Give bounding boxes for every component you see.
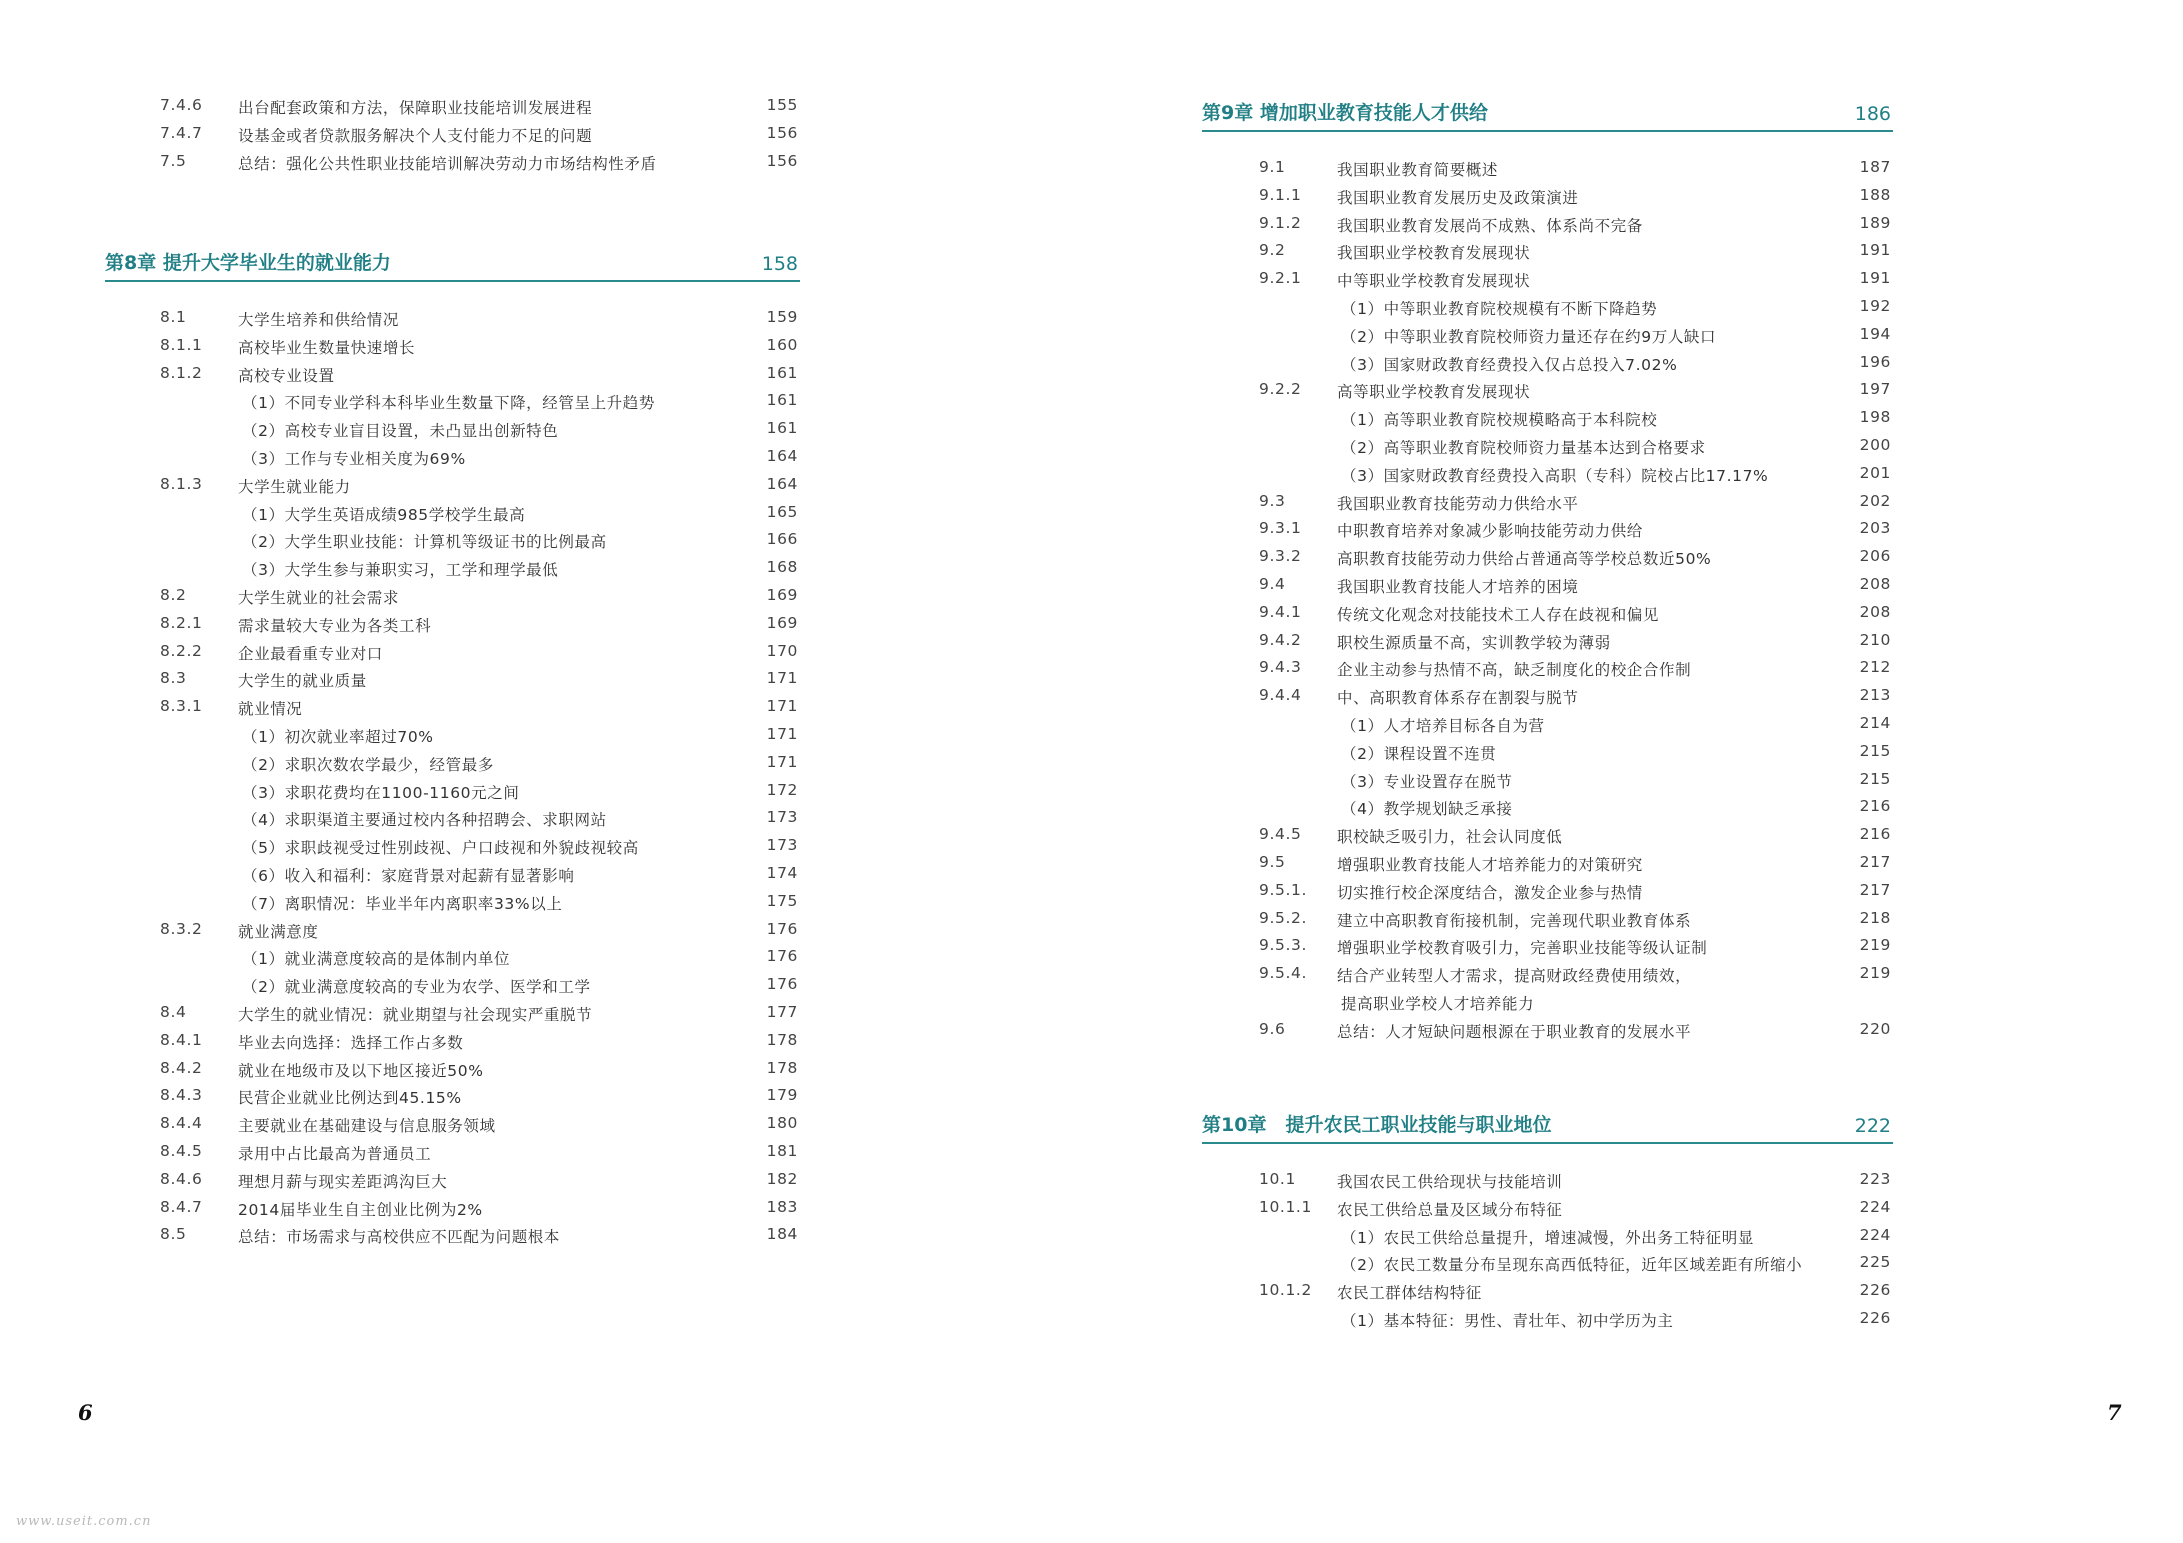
toc-entry[interactable] <box>160 1114 800 1142</box>
section-number: 8.1.1 <box>160 335 203 354</box>
section-number: 9.4.2 <box>1259 630 1302 649</box>
chapter-8-section <box>105 250 800 1253</box>
section-page-number: 176 <box>766 947 798 966</box>
toc-entry[interactable] <box>160 1225 800 1253</box>
section-title: （3）大学生参与兼职实习，工学和理学最低 <box>242 561 559 580</box>
section-title: （3）国家财政教育经费投入高职（专科）院校占比17.17% <box>1341 466 1769 485</box>
section-title: （2）课程设置不连贯 <box>1341 744 1497 763</box>
section-title: 2014届毕业生自主创业比例为2% <box>238 1200 483 1219</box>
section-page-number: 210 <box>1859 630 1891 649</box>
section-number: 9.3.2 <box>1259 547 1302 566</box>
toc-entry[interactable] <box>160 419 800 447</box>
toc-entry[interactable] <box>1259 297 1893 325</box>
toc-entry[interactable] <box>1259 408 1893 436</box>
toc-entry[interactable] <box>160 975 800 1003</box>
section-page-number: 178 <box>766 1058 798 1077</box>
section-number: 9.2.2 <box>1259 380 1302 399</box>
section-number: 8.4.2 <box>160 1058 203 1077</box>
section-number: 9.2 <box>1259 241 1286 260</box>
section-title: （1）人才培养目标各自为营 <box>1341 716 1545 735</box>
section-title: （4）求职渠道主要通过校内各种招聘会、求职网站 <box>242 811 607 830</box>
section-page-number: 181 <box>766 1141 798 1160</box>
section-page-number: 182 <box>766 1169 798 1188</box>
section-page-number: 156 <box>766 123 798 142</box>
section-title: （3）工作与专业相关度为69% <box>242 449 466 468</box>
section-title: 设基金或者贷款服务解决个人支付能力不足的问题 <box>238 126 593 145</box>
toc-entry[interactable] <box>1259 547 1893 575</box>
section-title: 切实推行校企深度结合，激发企业参与热情 <box>1337 883 1643 902</box>
section-page-number: 203 <box>1859 519 1891 538</box>
toc-entry[interactable] <box>160 947 800 975</box>
section-page-number: 212 <box>1859 658 1891 677</box>
section-number: 9.5.3. <box>1259 936 1307 955</box>
section-page-number: 170 <box>766 641 798 660</box>
section-title: （2）就业满意度较高的专业为农学、医学和工学 <box>242 978 591 997</box>
section-title: 就业满意度 <box>238 922 319 941</box>
section-number: 9.5.2. <box>1259 908 1307 927</box>
toc-entry[interactable] <box>1259 269 1893 297</box>
section-title: （2）大学生职业技能：计算机等级证书的比例最高 <box>242 533 607 552</box>
toc-entry[interactable] <box>1259 492 1893 520</box>
section-title: 就业在地级市及以下地区接近50% <box>238 1061 484 1080</box>
section-number: 9.1.2 <box>1259 213 1302 232</box>
toc-entry-list <box>160 308 800 1253</box>
chapter-title: 第8章 提升大学毕业生的就业能力 <box>105 252 391 274</box>
section-number: 10.1.1 <box>1259 1197 1312 1216</box>
section-number: 9.3 <box>1259 491 1286 510</box>
toc-entry-list <box>160 96 800 179</box>
toc-entry[interactable] <box>160 586 800 614</box>
section-page-number: 191 <box>1859 241 1891 260</box>
toc-entry[interactable] <box>160 753 800 781</box>
chapter-heading[interactable] <box>1202 100 1893 132</box>
page-number: 6 <box>78 1400 93 1425</box>
section-title: 传统文化观念对技能技术工人存在歧视和偏见 <box>1337 605 1660 624</box>
toc-entry[interactable] <box>1259 186 1893 214</box>
toc-entry[interactable] <box>1259 1170 1893 1198</box>
section-title: 中、高职教育体系存在割裂与脱节 <box>1337 689 1579 708</box>
section-title: 中等职业学校教育发展现状 <box>1337 272 1531 291</box>
section-page-number: 217 <box>1859 852 1891 871</box>
toc-entry[interactable] <box>1259 380 1893 408</box>
toc-entry[interactable] <box>160 864 800 892</box>
chapter-heading[interactable] <box>105 250 800 282</box>
section-page-number: 173 <box>766 808 798 827</box>
section-page-number: 224 <box>1859 1197 1891 1216</box>
toc-entry[interactable] <box>160 336 800 364</box>
section-title: 我国职业教育简要概述 <box>1337 161 1499 179</box>
section-page-number: 160 <box>766 335 798 354</box>
section-page-number: 161 <box>766 363 798 382</box>
section-title: 我国职业学校教育发展现状 <box>1337 244 1531 263</box>
section-page-number: 169 <box>766 613 798 632</box>
section-title: 高等职业学校教育发展现状 <box>1337 383 1531 402</box>
section-title: （2）求职次数农学最少，经管最多 <box>242 755 494 774</box>
toc-entry[interactable] <box>1259 436 1893 464</box>
section-page-number: 175 <box>766 891 798 910</box>
section-title: （2）高等职业教育院校师资力量基本达到合格要求 <box>1341 438 1706 457</box>
toc-entry[interactable] <box>160 558 800 586</box>
chapter-page-number: 222 <box>1854 1115 1891 1137</box>
section-title: 提高职业学校人才培养能力 <box>1341 994 1535 1013</box>
section-page-number: 223 <box>1859 1170 1891 1188</box>
section-title: 职校生源质量不高，实训教学较为薄弱 <box>1337 633 1611 652</box>
section-title: （1）不同专业学科本科毕业生数量下降，经管呈上升趋势 <box>242 394 655 413</box>
toc-entry[interactable] <box>1259 797 1893 825</box>
section-title: 录用中占比最高为普通员工 <box>238 1144 432 1163</box>
section-number: 9.5 <box>1259 852 1286 871</box>
section-title: 民营企业就业比例达到45.15% <box>238 1089 462 1108</box>
toc-entry[interactable] <box>1259 992 1893 1020</box>
section-title: （6）收入和福利：家庭背景对起薪有显著影响 <box>242 866 575 885</box>
section-number: 10.1.2 <box>1259 1281 1312 1300</box>
section-number: 8.4.4 <box>160 1114 203 1133</box>
toc-entry[interactable] <box>160 308 800 336</box>
toc-entry[interactable] <box>160 642 800 670</box>
section-title: （5）求职歧视受过性别歧视、户口歧视和外貌歧视较高 <box>242 839 639 858</box>
toc-entry[interactable] <box>1259 742 1893 770</box>
section-number: 8.5 <box>160 1225 187 1244</box>
toc-entry[interactable] <box>160 781 800 809</box>
section-title: 大学生培养和供给情况 <box>238 311 400 329</box>
section-page-number: 155 <box>766 96 798 114</box>
section-page-number: 192 <box>1859 296 1891 315</box>
page-number: 7 <box>2107 1400 2122 1425</box>
section-title: 总结：人才短缺问题根源在于职业教育的发展水平 <box>1337 1022 1692 1041</box>
toc-entry[interactable] <box>160 1086 800 1114</box>
section-title: 增强职业学校教育吸引力，完善职业技能等级认证制 <box>1337 939 1708 958</box>
toc-entry[interactable] <box>1259 964 1893 992</box>
toc-entry[interactable] <box>1259 1309 1893 1337</box>
section-page-number: 217 <box>1859 880 1891 899</box>
toc-entry[interactable] <box>160 475 800 503</box>
section-number: 8.2 <box>160 585 187 604</box>
toc-entry[interactable] <box>1259 603 1893 631</box>
section-page-number: 194 <box>1859 324 1891 343</box>
section-page-number: 156 <box>766 151 798 170</box>
section-number: 9.4.4 <box>1259 686 1302 705</box>
section-number: 8.4.7 <box>160 1197 203 1216</box>
section-page-number: 171 <box>766 669 798 688</box>
chapter-page-number: 158 <box>761 253 798 275</box>
toc-entry[interactable] <box>160 124 800 152</box>
toc-entry[interactable] <box>1259 686 1893 714</box>
toc-entry[interactable] <box>1259 519 1893 547</box>
section-page-number: 169 <box>766 585 798 604</box>
section-page-number: 159 <box>766 308 798 326</box>
right-page <box>1091 0 2183 1543</box>
section-title: 毕业去向选择：选择工作占多数 <box>238 1033 464 1052</box>
chapter-title: 第9章 增加职业教育技能人才供给 <box>1202 102 1488 124</box>
toc-entry[interactable] <box>1259 1226 1893 1254</box>
section-title: 就业情况 <box>238 700 303 719</box>
section-page-number: 208 <box>1859 574 1891 593</box>
section-page-number: 180 <box>766 1114 798 1133</box>
toc-entry[interactable] <box>1259 214 1893 242</box>
section-number: 9.3.1 <box>1259 519 1302 538</box>
section-page-number: 201 <box>1859 463 1891 482</box>
section-number: 9.4.3 <box>1259 658 1302 677</box>
section-number: 8.2.2 <box>160 641 203 660</box>
section-title: 农民工供给总量及区域分布特征 <box>1337 1200 1563 1219</box>
section-page-number: 174 <box>766 863 798 882</box>
section-title: （4）教学规划缺乏承接 <box>1341 800 1513 819</box>
section-title: 大学生就业的社会需求 <box>238 588 400 607</box>
section-page-number: 179 <box>766 1086 798 1105</box>
section-title: 出台配套政策和方法，保障职业技能培训发展进程 <box>238 99 593 117</box>
section-page-number: 219 <box>1859 936 1891 955</box>
toc-entry[interactable] <box>160 892 800 920</box>
section-title: 增强职业教育技能人才培养能力的对策研究 <box>1337 855 1643 874</box>
section-page-number: 197 <box>1859 380 1891 399</box>
section-page-number: 220 <box>1859 1019 1891 1038</box>
section-page-number: 214 <box>1859 713 1891 732</box>
section-page-number: 196 <box>1859 352 1891 371</box>
section-title: （3）国家财政教育经费投入仅占总投入7.02% <box>1341 355 1678 374</box>
toc-entry[interactable] <box>1259 770 1893 798</box>
section-title: 中职教育培养对象减少影响技能劳动力供给 <box>1337 522 1643 541</box>
section-page-number: 198 <box>1859 408 1891 427</box>
toc-entry[interactable] <box>1259 631 1893 659</box>
section-page-number: 171 <box>766 752 798 771</box>
section-page-number: 206 <box>1859 547 1891 566</box>
section-title: 总结：强化公共性职业技能培训解决劳动力市场结构性矛盾 <box>238 154 657 173</box>
section-title: 高校专业设置 <box>238 366 335 385</box>
section-number: 8.2.1 <box>160 613 203 632</box>
toc-entry[interactable] <box>1259 825 1893 853</box>
section-number: 8.1.3 <box>160 474 203 493</box>
section-title: 企业主动参与热情不高，缺乏制度化的校企合作制 <box>1337 661 1692 680</box>
section-title: 我国职业教育技能劳动力供给水平 <box>1337 494 1579 513</box>
toc-entry[interactable] <box>1259 1281 1893 1309</box>
section-title: 总结：市场需求与高校供应不匹配为问题根本 <box>238 1228 561 1247</box>
section-title: 大学生的就业情况：就业期望与社会现实严重脱节 <box>238 1005 593 1024</box>
toc-entry[interactable] <box>1259 658 1893 686</box>
section-number: 10.1 <box>1259 1170 1296 1188</box>
toc-entry[interactable] <box>160 669 800 697</box>
section-title: （3）求职花费均在1100-1160元之间 <box>242 783 520 802</box>
section-title: 大学生就业能力 <box>238 477 351 496</box>
section-number: 9.4.5 <box>1259 825 1302 844</box>
toc-entry[interactable] <box>160 1059 800 1087</box>
section-page-number: 202 <box>1859 491 1891 510</box>
section-page-number: 173 <box>766 836 798 855</box>
section-title: 我国职业教育发展历史及政策演进 <box>1337 188 1579 207</box>
section-number: 9.4 <box>1259 574 1286 593</box>
section-page-number: 176 <box>766 919 798 938</box>
section-number: 8.3.1 <box>160 697 203 716</box>
toc-entry[interactable] <box>1259 464 1893 492</box>
section-title: 我国农民工供给现状与技能培训 <box>1337 1173 1563 1191</box>
section-title: 理想月薪与现实差距鸿沟巨大 <box>238 1172 448 1191</box>
section-page-number: 166 <box>766 530 798 549</box>
toc-entry[interactable] <box>160 1198 800 1226</box>
section-number: 9.5.4. <box>1259 964 1307 983</box>
section-title: 需求量较大专业为各类工科 <box>238 616 432 635</box>
section-page-number: 164 <box>766 474 798 493</box>
section-title: （1）初次就业率超过70% <box>242 727 434 746</box>
section-title: （2）农民工数量分布呈现东高西低特征，近年区域差距有所缩小 <box>1341 1256 1803 1275</box>
section-title: 结合产业转型人才需求，提高财政经费使用绩效， <box>1337 967 1692 986</box>
toc-entry[interactable] <box>1259 909 1893 937</box>
section-page-number: 219 <box>1859 964 1891 983</box>
section-number: 8.3.2 <box>160 919 203 938</box>
section-page-number: 191 <box>1859 269 1891 288</box>
section-number: 7.5 <box>160 151 187 170</box>
section-page-number: 215 <box>1859 741 1891 760</box>
toc-entry[interactable] <box>160 920 800 948</box>
section-number: 9.1.1 <box>1259 185 1302 204</box>
section-title: （1）中等职业教育院校规模有不断下降趋势 <box>1341 299 1658 318</box>
toc-continued-section <box>160 96 800 179</box>
toc-entry[interactable] <box>160 1003 800 1031</box>
section-page-number: 226 <box>1859 1281 1891 1300</box>
section-number: 8.4 <box>160 1002 187 1021</box>
section-title: （1）基本特征：男性、青壮年、初中学历为主 <box>1341 1311 1674 1330</box>
section-page-number: 224 <box>1859 1225 1891 1244</box>
chapter-heading[interactable] <box>1202 1112 1893 1144</box>
left-page <box>0 0 1091 1543</box>
toc-entry[interactable] <box>1259 325 1893 353</box>
section-page-number: 168 <box>766 558 798 577</box>
section-title: 高校毕业生数量快速增长 <box>238 338 416 357</box>
section-page-number: 183 <box>766 1197 798 1216</box>
section-title: 职校缺乏吸引力，社会认同度低 <box>1337 828 1563 847</box>
toc-entry[interactable] <box>1259 575 1893 603</box>
section-number: 8.4.3 <box>160 1086 203 1105</box>
section-number: 9.6 <box>1259 1019 1286 1038</box>
section-page-number: 189 <box>1859 213 1891 232</box>
toc-entry[interactable] <box>160 1031 800 1059</box>
section-page-number: 213 <box>1859 686 1891 705</box>
section-page-number: 216 <box>1859 797 1891 816</box>
toc-entry[interactable] <box>1259 853 1893 881</box>
section-page-number: 187 <box>1859 158 1891 176</box>
chapter-page-number: 186 <box>1854 103 1891 125</box>
section-page-number: 177 <box>766 1002 798 1021</box>
section-number: 7.4.7 <box>160 123 203 142</box>
toc-entry[interactable] <box>160 1170 800 1198</box>
section-page-number: 188 <box>1859 185 1891 204</box>
chapter-10-section <box>1202 1112 1893 1337</box>
toc-entry[interactable] <box>1259 714 1893 742</box>
section-number: 7.4.6 <box>160 96 203 114</box>
section-title: （3）专业设置存在脱节 <box>1341 772 1513 791</box>
section-number: 8.3 <box>160 669 187 688</box>
toc-entry[interactable] <box>1259 1020 1893 1048</box>
section-number: 9.4.1 <box>1259 602 1302 621</box>
section-page-number: 176 <box>766 975 798 994</box>
toc-entry[interactable] <box>160 725 800 753</box>
toc-entry[interactable] <box>1259 241 1893 269</box>
toc-entry[interactable] <box>160 808 800 836</box>
toc-entry[interactable] <box>160 530 800 558</box>
toc-entry[interactable] <box>160 503 800 531</box>
toc-entry[interactable] <box>160 391 800 419</box>
toc-entry-list <box>1259 158 1893 1048</box>
section-title: （1）农民工供给总量提升，增速减慢，外出务工特征明显 <box>1341 1228 1754 1247</box>
section-title: （1）高等职业教育院校规模略高于本科院校 <box>1341 411 1658 430</box>
section-number: 9.2.1 <box>1259 269 1302 288</box>
toc-entry[interactable] <box>1259 1198 1893 1226</box>
toc-entry[interactable] <box>1259 1253 1893 1281</box>
toc-entry[interactable] <box>1259 881 1893 909</box>
toc-entry[interactable] <box>160 1142 800 1170</box>
toc-entry[interactable] <box>160 96 800 124</box>
section-page-number: 226 <box>1859 1308 1891 1327</box>
section-title: （1）大学生英语成绩985学校学生最高 <box>242 505 526 524</box>
section-title: 主要就业在基础建设与信息服务领域 <box>238 1117 496 1136</box>
section-page-number: 218 <box>1859 908 1891 927</box>
section-page-number: 172 <box>766 780 798 799</box>
section-page-number: 216 <box>1859 825 1891 844</box>
toc-entry[interactable] <box>160 152 800 180</box>
toc-entry[interactable] <box>1259 353 1893 381</box>
section-number: 8.4.6 <box>160 1169 203 1188</box>
section-title: 我国职业教育发展尚不成熟、体系尚不完备 <box>1337 216 1643 235</box>
section-page-number: 215 <box>1859 769 1891 788</box>
section-page-number: 184 <box>766 1225 798 1244</box>
section-title: 企业最看重专业对口 <box>238 644 383 663</box>
section-page-number: 225 <box>1859 1253 1891 1272</box>
section-title: （2）中等职业教育院校师资力量还存在约9万人缺口 <box>1341 327 1717 346</box>
chapter-title: 第10章 提升农民工职业技能与职业地位 <box>1202 1114 1552 1136</box>
toc-entry[interactable] <box>160 697 800 725</box>
section-title: 我国职业教育技能人才培养的困境 <box>1337 577 1579 596</box>
section-number: 8.4.1 <box>160 1030 203 1049</box>
section-title: 建立中高职教育衔接机制，完善现代职业教育体系 <box>1337 911 1692 930</box>
section-page-number: 200 <box>1859 435 1891 454</box>
watermark: www.useit.com.cn <box>16 1514 152 1529</box>
toc-entry[interactable] <box>160 364 800 392</box>
section-number: 8.4.5 <box>160 1141 203 1160</box>
section-page-number: 171 <box>766 724 798 743</box>
section-page-number: 165 <box>766 502 798 521</box>
section-page-number: 208 <box>1859 602 1891 621</box>
toc-entry[interactable] <box>1259 158 1893 186</box>
section-number: 8.1.2 <box>160 363 203 382</box>
toc-entry[interactable] <box>160 836 800 864</box>
section-title: （2）高校专业盲目设置，未凸显出创新特色 <box>242 422 559 441</box>
section-title: （7）离职情况：毕业半年内离职率33%以上 <box>242 894 563 913</box>
chapter-9-section <box>1202 100 1893 1048</box>
section-title: 农民工群体结构特征 <box>1337 1284 1482 1303</box>
section-number: 9.5.1. <box>1259 880 1307 899</box>
section-title: 高职教育技能劳动力供给占普通高等学校总数近50% <box>1337 550 1712 569</box>
toc-entry[interactable] <box>160 614 800 642</box>
section-page-number: 161 <box>766 391 798 410</box>
section-number: 9.1 <box>1259 158 1286 176</box>
toc-entry[interactable] <box>160 447 800 475</box>
section-title: （1）就业满意度较高的是体制内单位 <box>242 950 511 969</box>
section-page-number: 171 <box>766 697 798 716</box>
section-page-number: 178 <box>766 1030 798 1049</box>
section-page-number: 164 <box>766 446 798 465</box>
section-page-number: 161 <box>766 419 798 438</box>
section-number: 8.1 <box>160 308 187 326</box>
section-title: 大学生的就业质量 <box>238 672 367 691</box>
toc-entry[interactable] <box>1259 936 1893 964</box>
toc-entry-list <box>1259 1170 1893 1337</box>
